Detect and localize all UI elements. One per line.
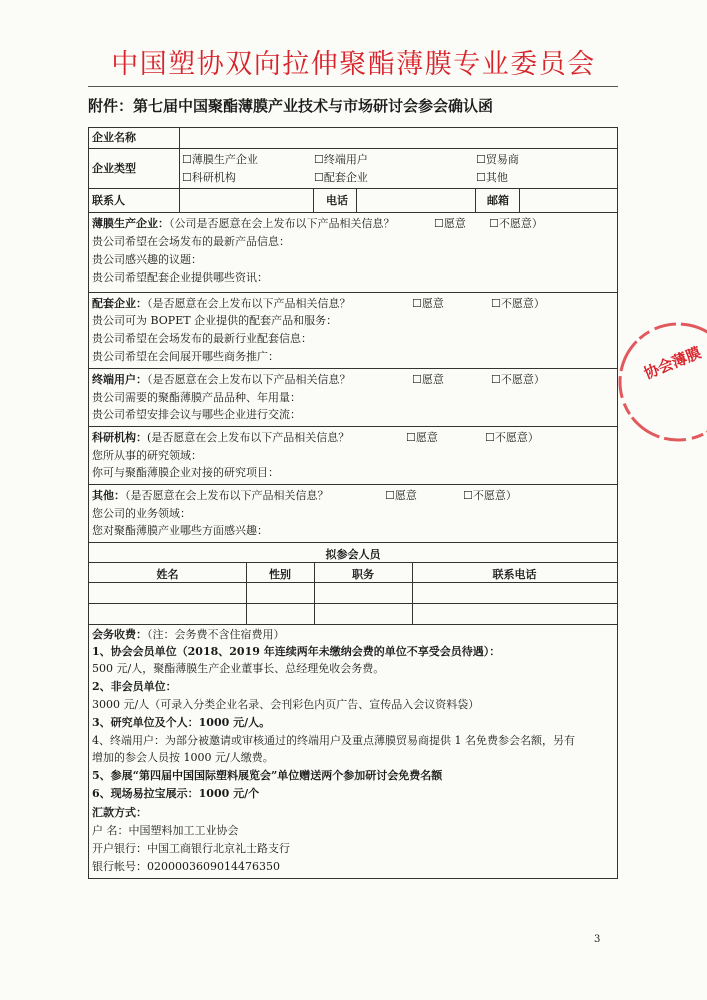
willing-checkbox[interactable]: ☐愿意 [412,297,444,310]
company-name-row [89,128,617,148]
fee-item: 4、终端用户：为部分被邀请或审核通过的终端用户及重点薄膜贸易商提供 1 名免费参会名额，另有 [92,734,575,747]
section-heading [92,488,329,504]
section-line: 您所从事的研究领域： [92,449,202,462]
position-column-header: 职务 [352,568,374,581]
organization-title: 中国塑协双向拉伸聚酯薄膜专业委员会 [111,49,596,80]
account-number: 银行帐号：0200003609014476350 [92,860,280,873]
section-title: 科研机构： [92,431,147,444]
section-end-user [89,368,617,426]
fees-heading [92,627,285,643]
phone-column-header: 联系电话 [492,568,537,581]
attendees-title-row [89,542,617,562]
section-question: （公司是否愿意在会上发布以下产品相关信息？ [169,217,395,230]
section-line: 贵公司可为 BOPET 企业提供的配套产品和服务： [92,314,338,327]
section-heading [92,430,349,446]
unwilling-checkbox[interactable]: ☐不愿意） [485,431,539,444]
section-line: 贵公司希望在会间展开哪些商务推广： [92,350,279,363]
attendee-row[interactable] [89,603,617,624]
fees-section [89,624,617,878]
contact-label: 联系人 [92,194,125,207]
attendees-title: 拟参会人员 [325,548,381,561]
company-type-label: 企业类型 [92,162,136,175]
fee-item: 3、研究单位及个人：1000 元/人。 [92,716,271,729]
attendee-row[interactable] [89,582,617,603]
attendees-header-row [89,562,617,582]
willing-checkbox[interactable]: ☐愿意 [412,373,444,386]
section-heading [92,216,395,232]
unwilling-checkbox[interactable]: ☐不愿意） [489,217,543,230]
section-line: 您公司的业务领域： [92,507,191,520]
section-title: 其他： [92,489,125,502]
gender-column-header: 性别 [269,568,291,581]
section-line: 贵公司希望在会场发布的最新行业配套信息： [92,332,312,345]
fee-item: 5、参展“第四届中国国际塑料展览会”单位赠送两个参加研讨会免费名额 [92,769,443,782]
section-title: 薄膜生产企业： [92,217,169,230]
section-heading [92,296,351,312]
section-question: （是否愿意在会上发布以下产品相关信息？ [125,489,329,502]
unwilling-checkbox[interactable]: ☐不愿意） [463,489,517,502]
phone-label: 电话 [326,194,348,207]
section-line: 贵公司希望安排会议与哪些企业进行交流： [92,408,301,421]
registration-form [88,127,618,879]
fee-item: 2、非会员单位： [92,680,177,693]
name-column-header: 姓名 [156,568,179,581]
section-question: （是否愿意在会上发布以下产品相关信息？ [147,297,351,310]
willing-checkbox[interactable]: ☐愿意 [385,489,417,502]
title-rule [88,86,618,87]
section-research [89,426,617,484]
section-line: 你可与聚酯薄膜企业对接的研究项目： [92,466,279,479]
section-question: （是否愿意在会上发布以下产品相关信息？ [147,373,351,386]
section-line: 贵公司希望在会场发布的最新产品信息： [92,235,290,248]
section-heading [92,372,351,388]
section-line: 您对聚酯薄膜产业哪些方面感兴趣： [92,524,268,537]
section-supplier [89,292,617,368]
document-subtitle: 附件：第七届中国聚酯薄膜产业技术与市场研讨会参会确认函 [88,97,494,115]
company-type-row [89,148,617,188]
unwilling-checkbox[interactable]: ☐不愿意） [491,297,545,310]
company-name-label: 企业名称 [92,131,136,144]
section-title: 终端用户： [92,373,147,386]
fees-title: 会务收费： [92,628,147,641]
type-option-trader[interactable]: ☐贸易商 [476,153,519,166]
account-name: 户 名：中国塑料加工工业协会 [92,824,239,837]
fee-item: 6、现场易拉宝展示：1000 元/个 [92,787,260,800]
red-seal-stamp [606,318,707,458]
section-line: 贵公司需要的聚酯薄膜产品品种、年用量： [92,391,301,404]
type-option-supplier[interactable]: ☐配套企业 [314,171,368,184]
type-option-research[interactable]: ☐科研机构 [182,171,236,184]
section-line: 贵公司感兴趣的议题： [92,253,202,266]
page-number: 3 [594,934,601,945]
section-title: 配套企业： [92,297,147,310]
unwilling-checkbox[interactable]: ☐不愿意） [491,373,545,386]
section-film-producer [89,212,617,292]
bank-name: 开户银行：中国工商银行北京礼士路支行 [92,842,290,855]
fee-item: 1、协会会员单位（2018、2019 年连续两年未缴纳会费的单位不享受会员待遇）： [92,645,501,658]
fee-item: 增加的参会人员按 1000 元/人缴费。 [92,751,274,764]
section-other [89,484,617,542]
section-line: 贵公司希望配套企业提供哪些资讯： [92,271,268,284]
fees-note: （注：会务费不含住宿费用） [147,628,285,641]
willing-checkbox[interactable]: ☐愿意 [434,217,466,230]
seal-text: 协会薄膜 [641,343,704,383]
section-question: (是否愿意在会上发布以下产品相关信息？ [147,431,350,444]
type-option-end-user[interactable]: ☐终端用户 [314,153,368,166]
type-option-other[interactable]: ☐其他 [476,171,508,184]
remit-title: 汇款方式： [92,806,147,819]
willing-checkbox[interactable]: ☐愿意 [406,431,438,444]
type-option-film-producer[interactable]: ☐薄膜生产企业 [182,153,258,166]
contact-row [89,188,617,212]
fee-item: 500 元/人，聚酯薄膜生产企业董事长、总经理免收会务费。 [92,662,385,675]
email-label: 邮箱 [487,194,509,207]
fee-item: 3000 元/人（可录入分类企业名录、会刊彩色内页广告、宣传品入会议资料袋） [92,698,480,711]
